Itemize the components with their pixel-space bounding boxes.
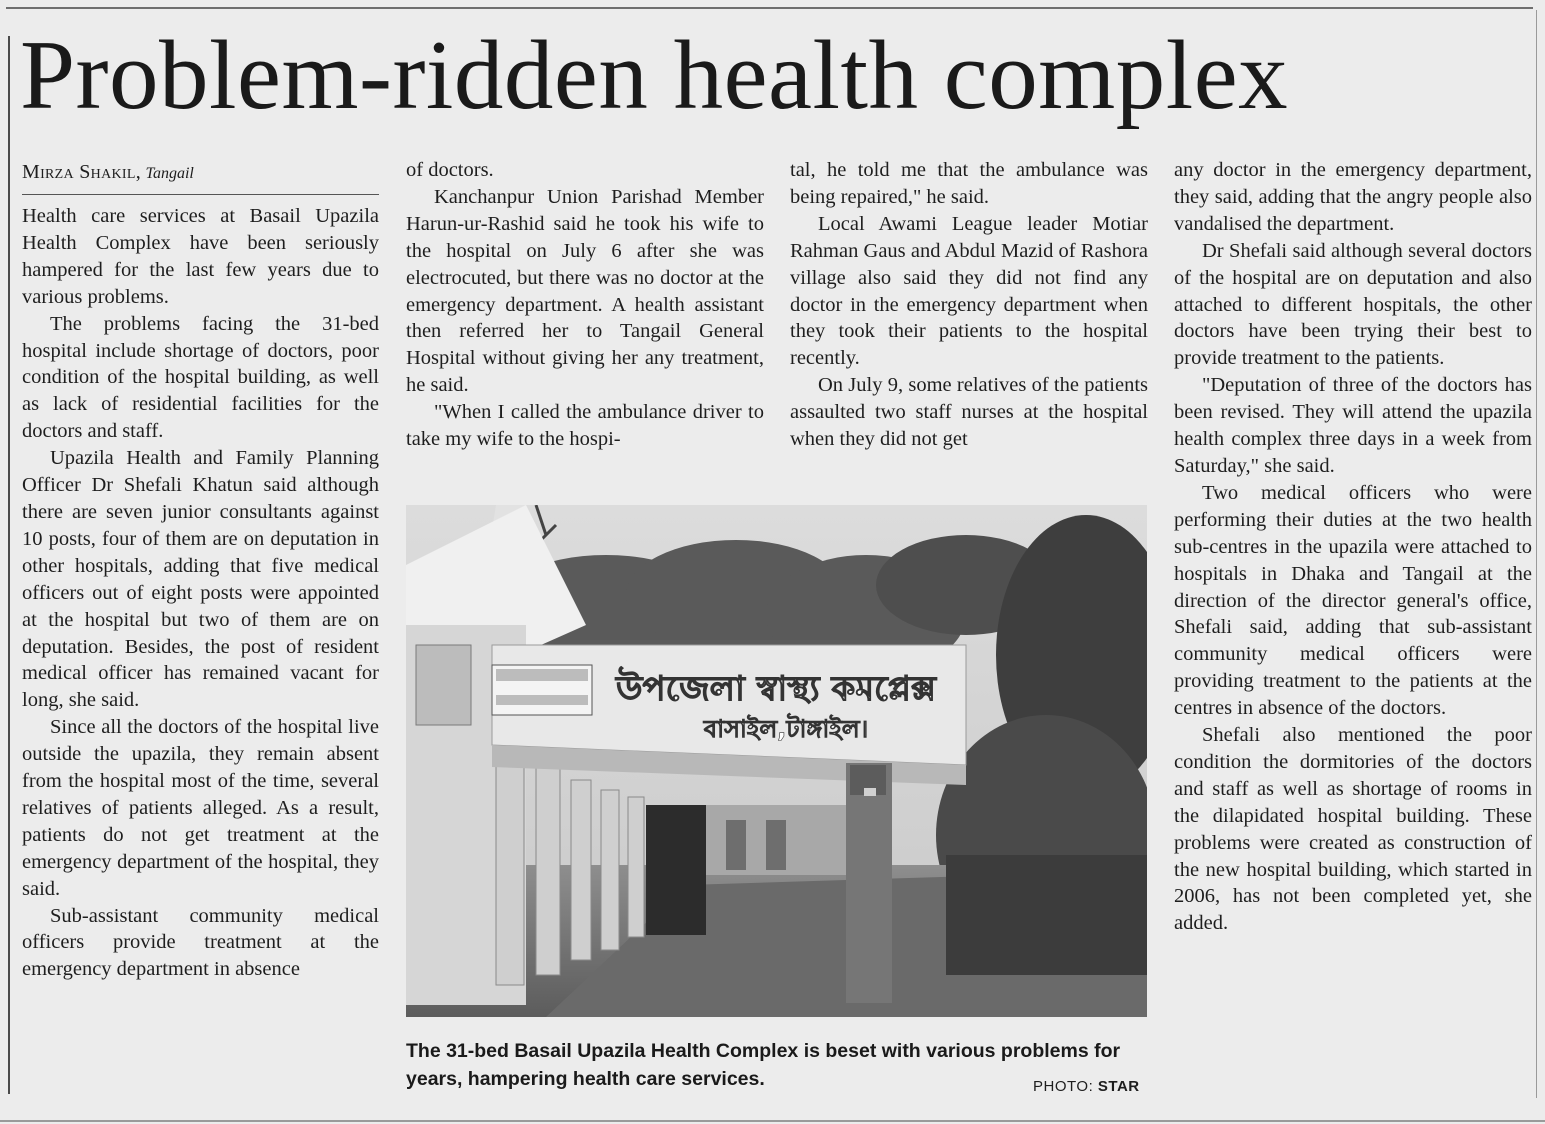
byline-location: Tangail (145, 165, 194, 182)
sign-line-2: বাসাইল,টাঙ্গাইল। (703, 715, 869, 743)
left-column-rule (8, 36, 10, 1094)
photo-credit (1033, 1078, 1140, 1095)
paragraph: Upazila Health and Family Planning Officer Dr Shefali Khatun said although there are seven junior consultants against 10 posts, four of them are on deputation in other hospitals, adding that five medical officers out of eight posts were appointed at the hospital but two of them are on deputation. Besides, the post of resident medical officer has remained vacant for long, she said. (22, 447, 379, 712)
paragraph: The problems facing the 31-bed hospital include shortage of doctors, poor condition of the hospital building, as well as lack of residential facilities for the doctors and staff. (22, 312, 379, 443)
right-column-rule (1536, 10, 1537, 1098)
paragraph: On July 9, some relatives of the patients assaulted two staff nurses at the hospital when they did not get (790, 374, 1148, 451)
paragraph: any doctor in the emergency department, they said, adding that the angry people also vandalised the department. (1174, 159, 1532, 235)
paragraph: Sub-assistant community medical officers provide treatment at the emergency department in absence (22, 904, 379, 981)
paragraph: "When I called the ambulance driver to take my wife to the hospi- (406, 401, 764, 451)
bottom-rule (0, 1120, 1545, 1122)
paragraph: Since all the doctors of the hospital live outside the upazila, they remain absent from the hospital most of the time, several relatives of patients alleged. As a result, patients do not get treatment at the emergency department of the hospital, they said. (22, 716, 379, 900)
article-column-4 (1174, 157, 1532, 937)
article-column-1 (22, 203, 379, 983)
byline (22, 160, 379, 195)
paragraph: tal, he told me that the ambulance was being repaired," he said. (790, 159, 1148, 208)
caption-text: The 31-bed Basail Upazila Health Complex is beset with various problems for years, hampering health care services. (406, 1040, 1121, 1090)
news-photo (406, 505, 1147, 1017)
paragraph: Dr Shefali said although several doctors of the hospital are on deputation and also attached to different hospitals, the other doctors have been trying their best to provide treatment to the patients. (1174, 239, 1532, 370)
headline: Problem-ridden health complex (20, 21, 1289, 130)
sign-line-1: উপজেলা স্বাস্থ্য কমপ্লেক্স (616, 669, 936, 709)
byline-author: Mirza Shakil, (22, 161, 142, 183)
top-rule (6, 7, 1533, 9)
article-column-2 (406, 157, 764, 453)
paragraph: Health care services at Basail Upazila Health Complex have been seriously hampered for the last few years due to various problems. (22, 205, 379, 308)
credit-label: PHOTO: (1033, 1078, 1094, 1095)
paragraph: Two medical officers who were performing their duties at the two health sub-centres in the upazila were attached to hospitals in Dhaka and Tangail at the direction of the director general's office, Shefali said, adding that sub-assistant community medical officers were providing treatment to the patients at the centres in absence of the doctors. (1174, 481, 1532, 720)
paragraph: "Deputation of three of the doctors has been revised. They will attend the upazila health complex three days in a week from Saturday," she said. (1174, 374, 1532, 477)
paragraph: of doctors. (406, 159, 494, 181)
paragraph: Kanchanpur Union Parishad Member Harun-ur-Rashid said he took his wife to the hospital on July 6 after she was electrocuted, but there was no doctor at the emergency department. A health assistant then referred her to Tangail General Hospital without giving her any treatment, he said. (406, 185, 764, 397)
paragraph: Local Awami League leader Motiar Rahman Gaus and Abdul Mazid of Rashora village also said they did not find any doctor in the emergency department when they took their patients to the hospital recently. (790, 212, 1148, 370)
credit-source: STAR (1097, 1078, 1140, 1095)
paragraph: Shefali also mentioned the poor condition the dormitories of the doctors and staff as well as shortage of rooms in the dilapidated hospital building. These problems were created as construction of the new hospital building, which started in 2006, has not been completed yet, she added. (1174, 724, 1532, 935)
article-column-3 (790, 157, 1148, 453)
